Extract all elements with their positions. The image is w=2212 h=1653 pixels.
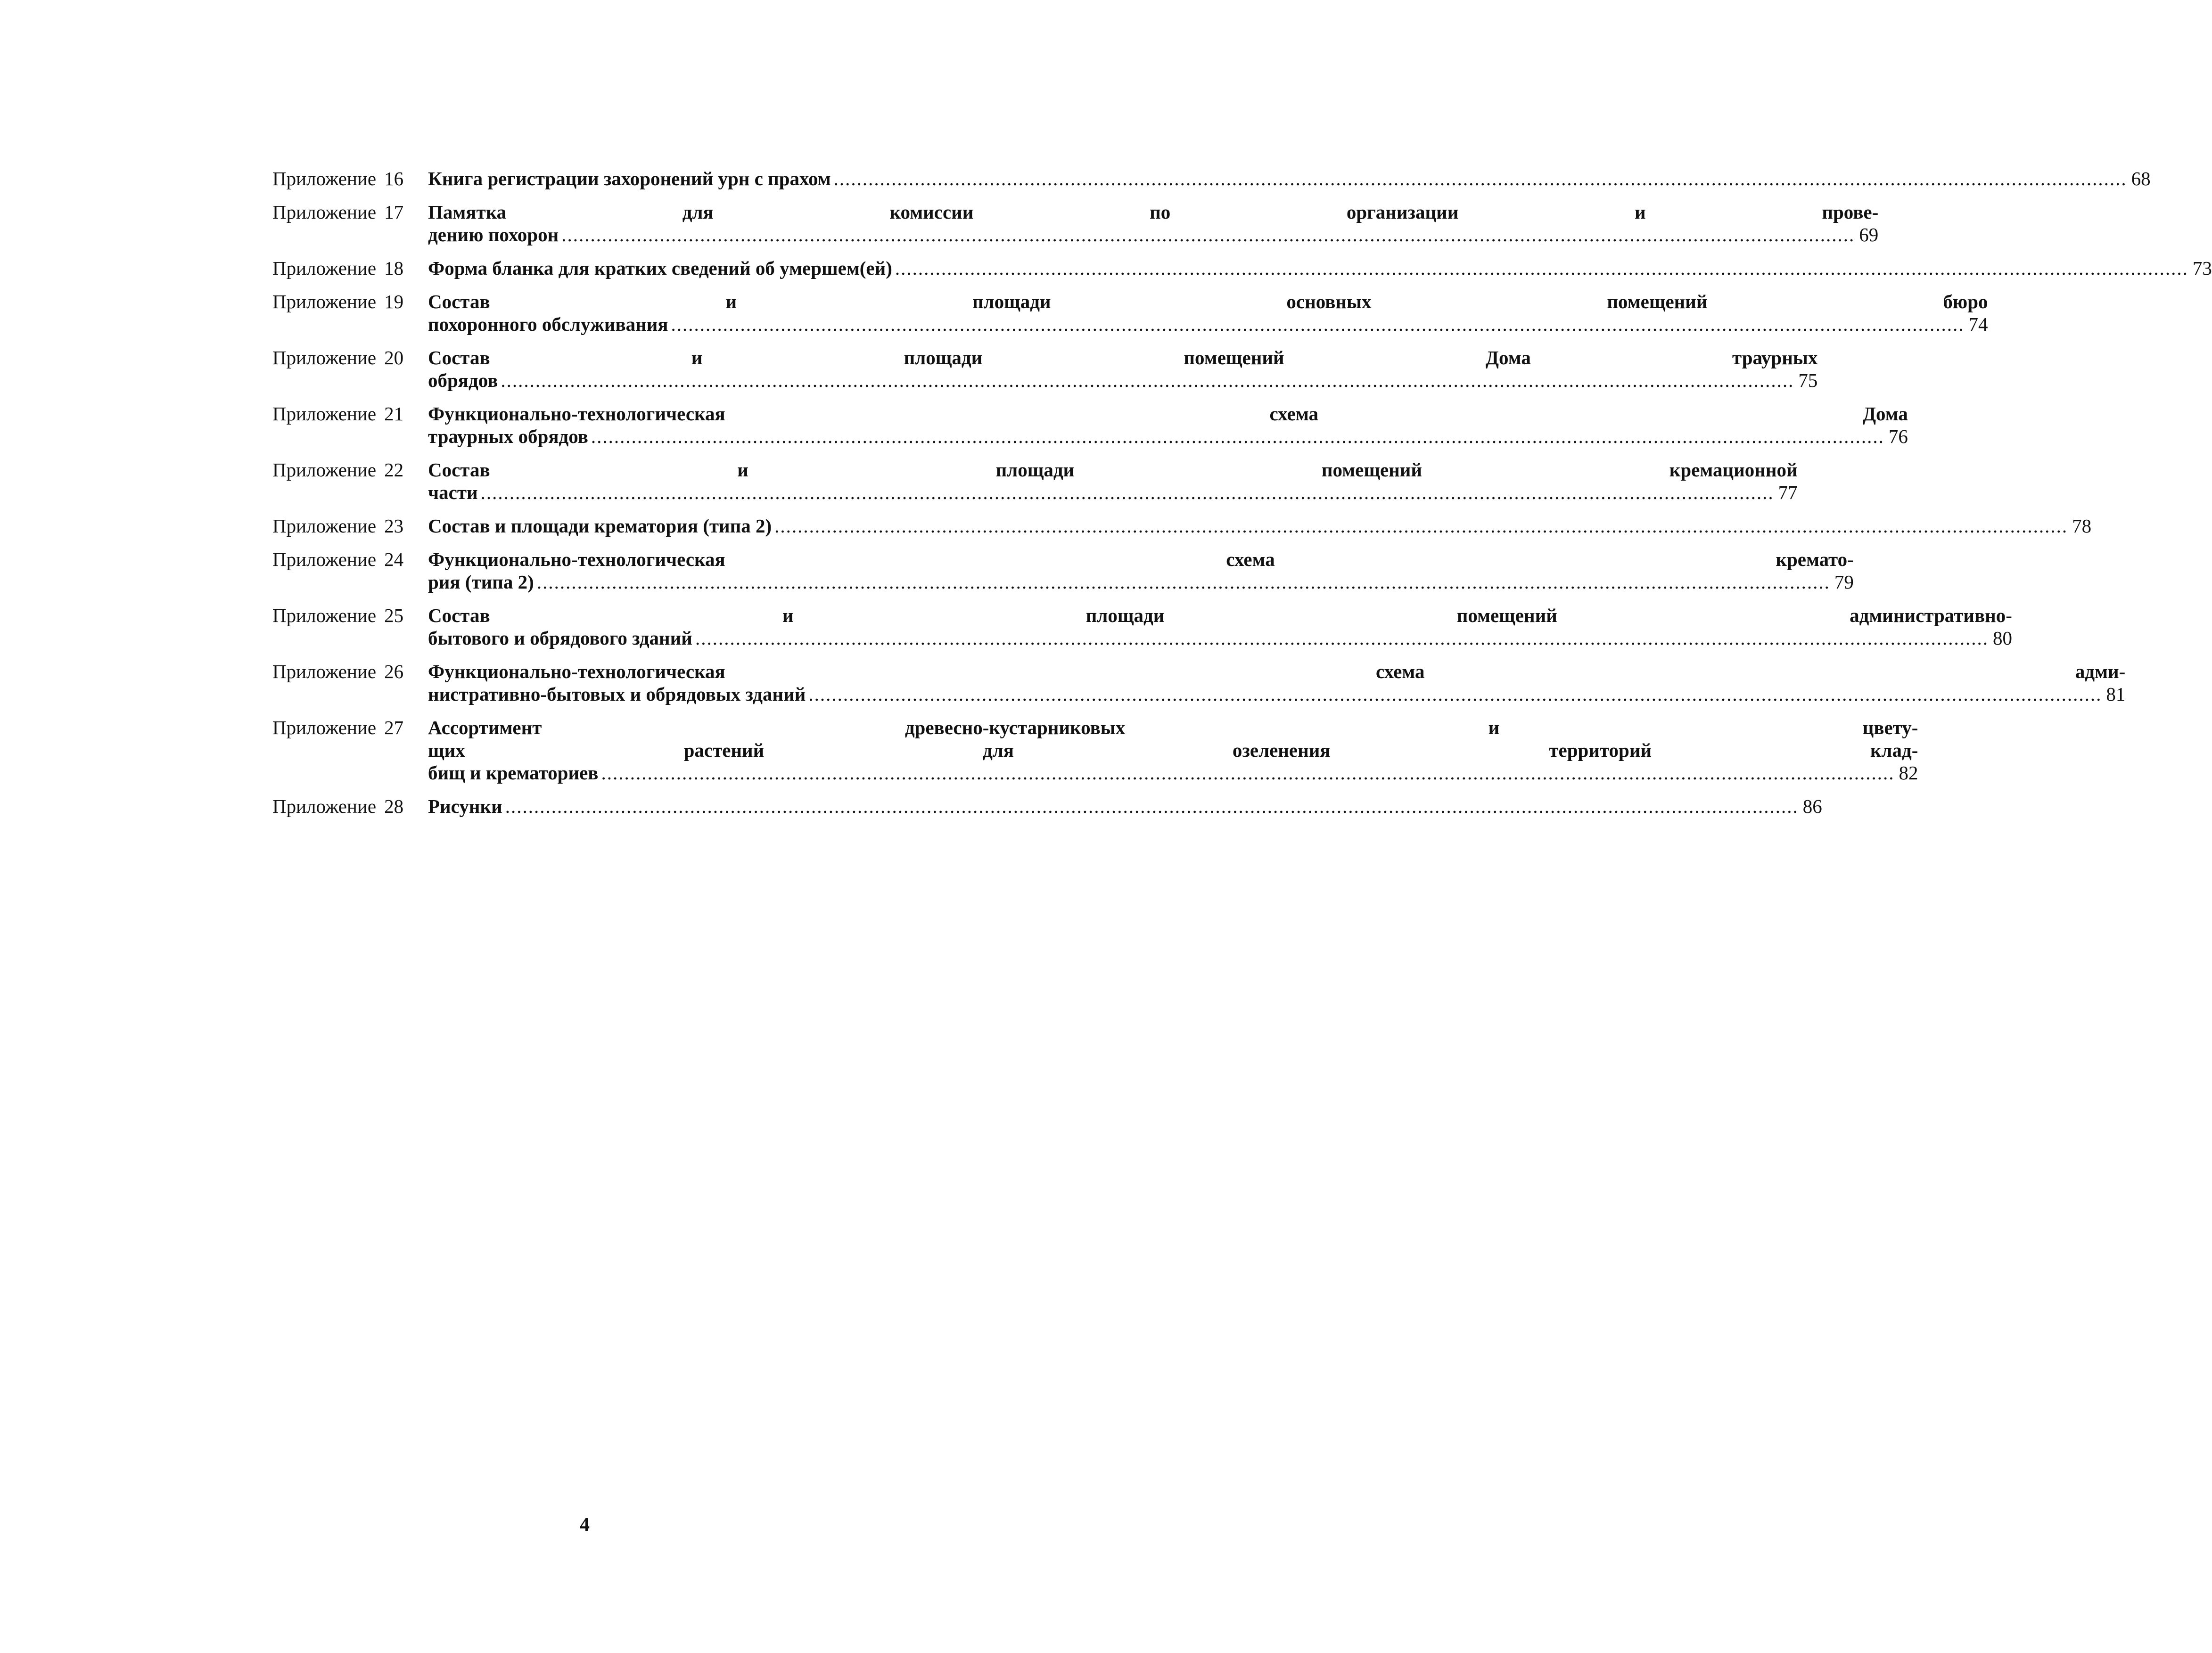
toc-entry <box>272 257 2212 279</box>
toc-entry-text: Форма бланка для кратких сведений об умершем(ей) <box>428 257 892 279</box>
toc-entry-number: 21 <box>384 403 404 425</box>
toc-entry-text: дению похорон <box>428 224 559 245</box>
toc-entry-label <box>272 402 428 425</box>
toc-entry-number: 19 <box>384 291 404 312</box>
dot-leader <box>505 795 1799 818</box>
toc-entry-page: 75 <box>1798 369 1818 391</box>
toc-entry-title <box>428 346 1817 392</box>
toc-entry-last-line <box>428 481 1798 504</box>
toc-entry-title <box>428 458 1798 504</box>
toc-entry <box>272 716 1918 784</box>
toc-entry-label <box>272 290 428 313</box>
table-of-contents <box>272 167 2212 828</box>
toc-entry-last-line <box>428 795 1822 818</box>
dot-leader <box>481 481 1774 504</box>
toc-entry-label <box>272 515 428 537</box>
toc-entry-title <box>428 167 2151 190</box>
dot-leader <box>671 313 1965 336</box>
toc-entry-text: Книга регистрации захоронений урн с прахом <box>428 168 831 189</box>
toc-entry-title <box>428 795 1822 818</box>
dot-leader <box>895 257 2188 279</box>
toc-entry-word: Приложение <box>272 795 377 817</box>
dot-leader <box>591 425 1884 448</box>
toc-entry-page: 69 <box>1859 224 1879 245</box>
toc-entry <box>272 346 1818 392</box>
toc-entry-text: траурных обрядов <box>428 426 588 447</box>
dot-leader <box>601 761 1894 784</box>
toc-entry-line: Состав и площади помещений Дома траурных <box>428 347 1818 368</box>
toc-entry-label <box>272 201 428 223</box>
toc-entry-line: щих растений для озеленения территорий клад- <box>428 739 1918 761</box>
toc-entry-label <box>272 660 428 683</box>
toc-entry-word: Приложение <box>272 291 377 312</box>
toc-entry <box>272 795 1822 818</box>
toc-entry-text: бищ и крематориев <box>428 762 599 784</box>
toc-entry-title <box>428 290 1988 336</box>
toc-entry-label <box>272 604 428 627</box>
toc-entry <box>272 402 1908 448</box>
toc-entry-word: Приложение <box>272 168 377 189</box>
toc-entry-title <box>428 604 2012 649</box>
toc-entry-word: Приложение <box>272 548 377 570</box>
toc-entry-title <box>428 515 2091 537</box>
dot-leader <box>774 515 2068 537</box>
dot-leader <box>695 627 1989 649</box>
toc-entry-line: Функционально-технологическая схема кремато- <box>428 548 1854 570</box>
toc-entry <box>272 660 2126 705</box>
toc-entry <box>272 201 1879 246</box>
dot-leader <box>537 571 1830 593</box>
toc-entry-number: 25 <box>384 605 404 626</box>
toc-entry <box>272 515 2092 537</box>
toc-entry-page: 79 <box>1834 571 1854 593</box>
toc-entry-page: 82 <box>1899 762 1918 784</box>
toc-entry-word: Приложение <box>272 605 377 626</box>
toc-entry-word: Приложение <box>272 403 377 425</box>
toc-entry-line: Функционально-технологическая схема Дома <box>428 403 1908 425</box>
toc-entry-label <box>272 795 428 818</box>
toc-entry-label <box>272 167 428 190</box>
toc-entry-title <box>428 257 2212 279</box>
toc-entry-number: 20 <box>384 347 404 368</box>
dot-leader <box>561 223 1855 246</box>
dot-leader <box>808 683 2102 705</box>
dot-leader <box>501 369 1794 392</box>
toc-entry <box>272 548 1854 593</box>
toc-entry-last-line <box>428 313 1988 336</box>
toc-entry-word: Приложение <box>272 661 377 682</box>
toc-entry-page: 86 <box>1802 795 1822 817</box>
toc-entry-page: 76 <box>1888 426 1908 447</box>
toc-entry-number: 17 <box>384 201 404 223</box>
toc-entry-number: 16 <box>384 168 404 189</box>
toc-entry-label <box>272 548 428 571</box>
toc-entry-number: 27 <box>384 717 404 738</box>
toc-entry-text: Состав и площади крематория (типа 2) <box>428 515 772 537</box>
toc-entry-last-line <box>428 761 1918 784</box>
toc-entry-last-line <box>428 257 2212 279</box>
toc-entry-page: 68 <box>2131 168 2151 189</box>
toc-entry-text: бытового и обрядового зданий <box>428 627 692 649</box>
toc-entry-title <box>428 716 1918 784</box>
page-number: 4 <box>580 1514 590 1536</box>
toc-entry-page: 77 <box>1778 482 1798 503</box>
toc-entry-word: Приложение <box>272 257 377 279</box>
toc-entry-last-line <box>428 223 1878 246</box>
dot-leader <box>834 167 2127 190</box>
toc-entry-line: Состав и площади основных помещений бюро <box>428 291 1988 312</box>
toc-entry-line: Памятка для комиссии по организации и прове- <box>428 201 1879 223</box>
toc-entry-text: Рисунки <box>428 795 502 817</box>
toc-entry-line: Состав и площади помещений административно- <box>428 605 2012 626</box>
toc-entry-number: 22 <box>384 459 404 481</box>
toc-entry-page: 73 <box>2192 257 2212 279</box>
toc-entry <box>272 604 2012 649</box>
toc-entry-number: 24 <box>384 548 404 570</box>
toc-entry-page: 80 <box>1992 627 2012 649</box>
toc-entry-word: Приложение <box>272 201 377 223</box>
toc-entry-title <box>428 660 2125 705</box>
toc-entry-number: 23 <box>384 515 404 537</box>
toc-entry-page: 74 <box>1968 313 1988 335</box>
toc-entry-word: Приложение <box>272 347 377 368</box>
toc-entry <box>272 458 1798 504</box>
toc-entry-last-line <box>428 683 2125 705</box>
toc-entry-label <box>272 346 428 369</box>
toc-entry-number: 18 <box>384 257 404 279</box>
toc-entry-last-line <box>428 571 1854 593</box>
toc-entry-text: части <box>428 482 478 503</box>
toc-entry <box>272 290 1988 336</box>
toc-entry-label <box>272 716 428 739</box>
toc-entry-title <box>428 402 1908 448</box>
toc-entry-text: обрядов <box>428 369 498 391</box>
toc-entry-page: 81 <box>2106 683 2126 705</box>
toc-entry-word: Приложение <box>272 459 377 481</box>
toc-entry-text: нистративно-бытовых и обрядовых зданий <box>428 683 806 705</box>
toc-entry-last-line <box>428 369 1817 392</box>
toc-entry-title <box>428 201 1878 246</box>
toc-entry-line: Состав и площади помещений кремационной <box>428 459 1798 481</box>
toc-entry-last-line <box>428 167 2151 190</box>
toc-entry-last-line <box>428 425 1908 448</box>
toc-entry-page: 78 <box>2072 515 2092 537</box>
toc-entry-line: Функционально-технологическая схема адми- <box>428 661 2126 682</box>
toc-entry-last-line <box>428 627 2012 649</box>
toc-entry-label <box>272 257 428 279</box>
toc-entry-word: Приложение <box>272 515 377 537</box>
toc-entry-number: 26 <box>384 661 404 682</box>
toc-entry-word: Приложение <box>272 717 377 738</box>
toc-entry-title <box>428 548 1854 593</box>
toc-entry-number: 28 <box>384 795 404 817</box>
toc-entry-text: рия (типа 2) <box>428 571 534 593</box>
toc-entry-text: похоронного обслуживания <box>428 313 668 335</box>
toc-entry-line: Ассортимент древесно-кустарниковых и цвету- <box>428 717 1918 738</box>
toc-entry-label <box>272 458 428 481</box>
toc-entry <box>272 167 2151 190</box>
toc-entry-last-line <box>428 515 2091 537</box>
